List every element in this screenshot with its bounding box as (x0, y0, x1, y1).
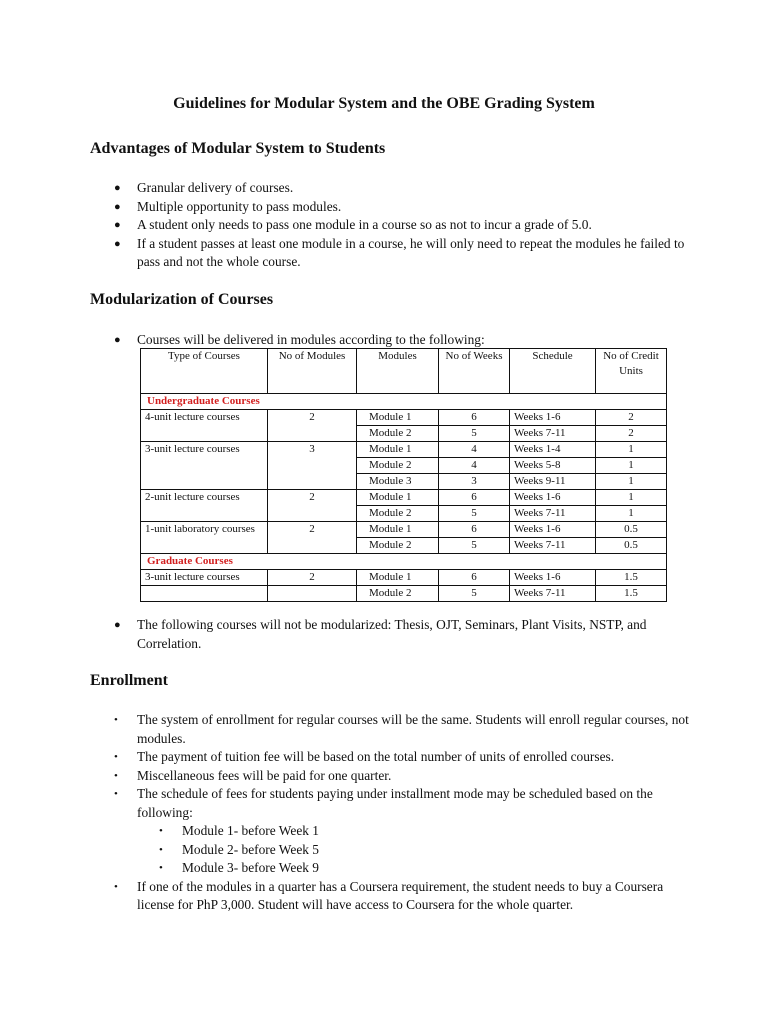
cell-count: 2 (268, 490, 357, 522)
list-item: • Miscellaneous fees will be paid for one quarter. (0, 767, 697, 786)
list-item: • The schedule of fees for students paying under installment mode may be scheduled based on the following: • Module 1- before Week 1 • Module 2- before Week 5 • Module 3- before Week 9 (0, 785, 697, 878)
bullet-icon: ● (114, 200, 121, 213)
bullet-icon: • (114, 751, 118, 763)
table-row (141, 410, 667, 426)
cell-schedule: Weeks 7-11 (510, 538, 596, 554)
table-row (141, 586, 667, 602)
group-row (141, 554, 667, 570)
cell-module: Module 1 (357, 522, 439, 538)
bullet-icon: • (114, 769, 118, 782)
list-item: • Module 1- before Week 1 (137, 822, 682, 841)
cell-weeks: 6 (439, 522, 510, 538)
enrollment-list (0, 711, 768, 915)
bullet-icon: ● (114, 619, 121, 631)
table-row (141, 522, 667, 538)
bullet-icon: ● (114, 182, 121, 194)
cell-weeks: 4 (439, 458, 510, 474)
cell-module: Module 1 (357, 442, 439, 458)
cell-schedule: Weeks 5-8 (510, 458, 596, 474)
cell-type: 4-unit lecture courses (141, 410, 268, 442)
cell-module: Module 3 (357, 474, 439, 490)
cell-module: Module 1 (357, 490, 439, 506)
cell-module: Module 2 (357, 458, 439, 474)
cell-schedule: Weeks 1-6 (510, 522, 596, 538)
cell-units: 1 (596, 490, 667, 506)
cell-units: 2 (596, 410, 667, 426)
cell-units: 1 (596, 506, 667, 522)
group-label-graduate: Graduate Courses (141, 554, 667, 570)
cell-type: 2-unit lecture courses (141, 490, 268, 522)
cell-count: 2 (268, 522, 357, 554)
column-header: No of Weeks (439, 349, 510, 394)
heading-enrollment: Enrollment (90, 672, 168, 689)
modularization-note (0, 616, 768, 653)
column-header: No of Credit Units (596, 349, 667, 394)
heading-modularization: Modularization of Courses (90, 291, 274, 308)
table-row (141, 490, 667, 506)
advantages-list (0, 179, 768, 272)
modules-table (140, 348, 667, 602)
cell-schedule: Weeks 7-11 (510, 426, 596, 442)
cell-module: Module 1 (357, 410, 439, 426)
list-item: • The payment of tuition fee will be based on the total number of units of enrolled courses. (0, 748, 697, 767)
list-item: ● Courses will be delivered in modules according to the following: (0, 331, 697, 350)
table-header-row (141, 349, 667, 394)
cell-units: 0.5 (596, 538, 667, 554)
group-row (141, 394, 667, 410)
list-item: ● A student only needs to pass one module in a course so as not to incur a grade of 5.0. (0, 216, 697, 235)
cell-units: 1 (596, 442, 667, 458)
list-item: ● Multiple opportunity to pass modules. (0, 198, 697, 217)
group-label-undergraduate: Undergraduate Courses (141, 394, 667, 410)
cell-module: Module 2 (357, 586, 439, 602)
cell-units: 1 (596, 474, 667, 490)
cell-weeks: 6 (439, 410, 510, 426)
table-row (141, 570, 667, 586)
bullet-icon: • (114, 714, 118, 726)
column-header: Modules (357, 349, 439, 394)
bullet-icon: • (159, 843, 163, 856)
cell-weeks: 6 (439, 570, 510, 586)
cell-type: 3-unit lecture courses (141, 442, 268, 490)
modularization-intro (0, 331, 768, 350)
list-item: • The system of enrollment for regular courses will be the same. Students will enroll regular courses, not modules. (114, 712, 689, 746)
column-header: Schedule (510, 349, 596, 394)
column-header: No of Modules (268, 349, 357, 394)
bullet-icon: ● (114, 219, 121, 231)
heading-advantages: Advantages of Modular System to Students (90, 140, 386, 157)
cell-weeks: 5 (439, 506, 510, 522)
list-item: • Module 2- before Week 5 (137, 841, 682, 860)
cell-count: 3 (268, 442, 357, 490)
list-item: ● If a student passes at least one module in a course, he will only need to repeat the modules he failed to pass and not the whole course. (114, 235, 685, 269)
cell-schedule: Weeks 7-11 (510, 586, 596, 602)
cell-weeks: 5 (439, 538, 510, 554)
cell-units: 1.5 (596, 586, 667, 602)
cell-schedule: Weeks 1-6 (510, 410, 596, 426)
cell-count-empty (268, 586, 357, 602)
bullet-icon: • (159, 825, 163, 837)
bullet-icon: ● (114, 334, 121, 346)
list-item: • Module 3- before Week 9 (137, 859, 682, 878)
cell-weeks: 6 (439, 490, 510, 506)
cell-module: Module 2 (357, 506, 439, 522)
document-title: Guidelines for Modular System and the OBE Grading System (173, 95, 595, 112)
cell-weeks: 5 (439, 426, 510, 442)
cell-schedule: Weeks 1-6 (510, 570, 596, 586)
cell-module: Module 1 (357, 570, 439, 586)
list-item: ● The following courses will not be modularized: Thesis, OJT, Seminars, Plant Visits, NSTP, and Correlation. (114, 617, 647, 651)
cell-units: 1.5 (596, 570, 667, 586)
cell-type: 3-unit lecture courses (141, 570, 268, 586)
cell-module: Module 2 (357, 426, 439, 442)
cell-units: 1 (596, 458, 667, 474)
cell-schedule: Weeks 1-4 (510, 442, 596, 458)
cell-type-empty (141, 586, 268, 602)
list-item: • If one of the modules in a quarter has a Coursera requirement, the student needs to buy a Coursera license for PhP 3,000. Student will have access to Coursera for the whole quarter. (114, 878, 664, 912)
cell-count: 2 (268, 410, 357, 442)
cell-schedule: Weeks 9-11 (510, 474, 596, 490)
cell-count: 2 (268, 570, 357, 586)
bullet-icon: ● (114, 237, 121, 250)
cell-weeks: 3 (439, 474, 510, 490)
bullet-icon: • (159, 862, 163, 874)
cell-units: 2 (596, 426, 667, 442)
bullet-icon: • (114, 880, 118, 893)
cell-weeks: 4 (439, 442, 510, 458)
cell-units: 0.5 (596, 522, 667, 538)
column-header: Type of Courses (141, 349, 268, 394)
cell-schedule: Weeks 7-11 (510, 506, 596, 522)
list-item: ● Granular delivery of courses. (0, 179, 697, 198)
bullet-icon: • (114, 788, 118, 800)
cell-weeks: 5 (439, 586, 510, 602)
cell-schedule: Weeks 1-6 (510, 490, 596, 506)
cell-module: Module 2 (357, 538, 439, 554)
table-row (141, 442, 667, 458)
cell-type: 1-unit laboratory courses (141, 522, 268, 554)
installment-schedule-list (137, 822, 697, 878)
